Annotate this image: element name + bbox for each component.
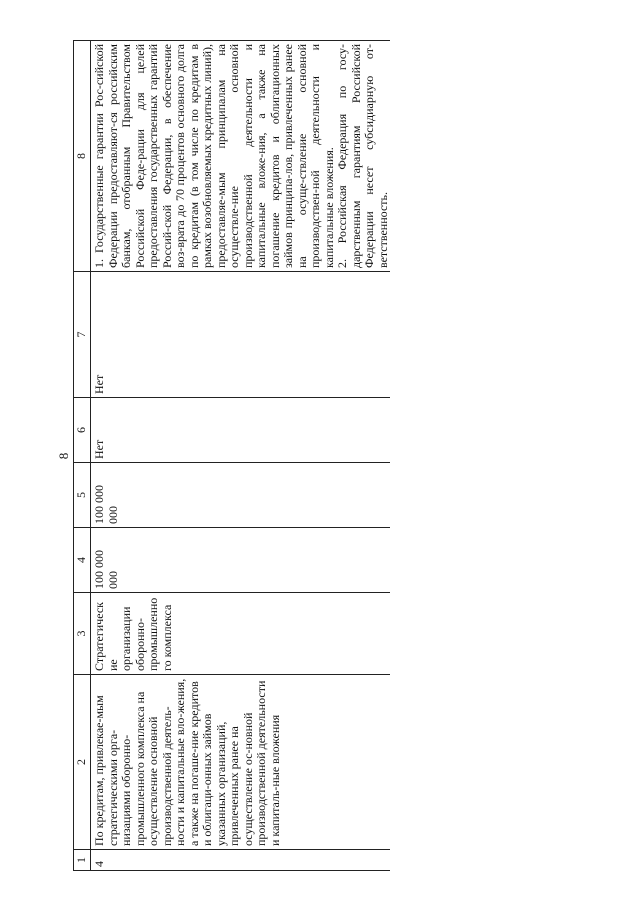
- column-header-3: 3: [74, 593, 91, 675]
- cell-purpose: [91, 675, 391, 850]
- column-header-4: 4: [74, 528, 91, 593]
- row-number: 4: [91, 850, 391, 871]
- cell-total-amount: 100 000 000: [91, 528, 391, 593]
- conditions-paragraph-1: 1. Государственные гарантии Рос-сийской Федерации предоставляют-ся российским банкам, отобранным Правительством Российской Феде-рации для целей предоставления государственных гарантий Россий-ской Федерации, в обеспечение воз-врата до 70 процентов основного долга по кредитам (в том числе по кредитам в рамках возобновляемых кредитных линий), предоставляе-мым принципалам на осуществле-ние основной производственной деятельности и капитальные вложе-ния, а также на погашение кредитов и облигационных займов принципа-лов, привлеченных ранее на осуще-ствление основной производствен-ной деятельности и капитальные вложения.: [92, 44, 336, 268]
- cell-pledge: Нет: [91, 272, 391, 398]
- guarantee-table: [73, 40, 390, 871]
- column-number-row: [74, 41, 91, 871]
- column-header-7: 7: [74, 272, 91, 398]
- cell-conditions: [91, 41, 391, 272]
- purpose-text: По кредитам, привлекае-мым стратегическими орга-низациями оборонно-промышленного комплекса на осуществление основной производственной деятель-ности и капитальные вло-жения, а также на погаше-ние кредитов и облигаци-онных займов указанных организаций, привлеченных ранее на осуществление ос-новной производственной деятельности и капиталь-ные вложения: [92, 678, 282, 846]
- page-number: 8: [56, 452, 71, 460]
- conditions-paragraph-2: 2. Российская Федерация по госу-дарственным гарантиям Российской Федерации несет субсидиарную от-ветственность.: [335, 44, 390, 268]
- cell-amount: 100 000 000: [91, 463, 391, 528]
- cell-principal: [91, 593, 391, 675]
- column-header-5: 5: [74, 463, 91, 528]
- column-header-8: 8: [74, 41, 91, 272]
- rotated-page: [57, 41, 617, 871]
- table-row: [91, 41, 391, 871]
- principal-text: Стратегические организации оборонно-промышленного комплекса: [92, 597, 174, 671]
- cell-recourse: Нет: [91, 398, 391, 463]
- column-header-2: 2: [74, 675, 91, 850]
- column-header-1: 1: [74, 850, 91, 871]
- column-header-6: 6: [74, 398, 91, 463]
